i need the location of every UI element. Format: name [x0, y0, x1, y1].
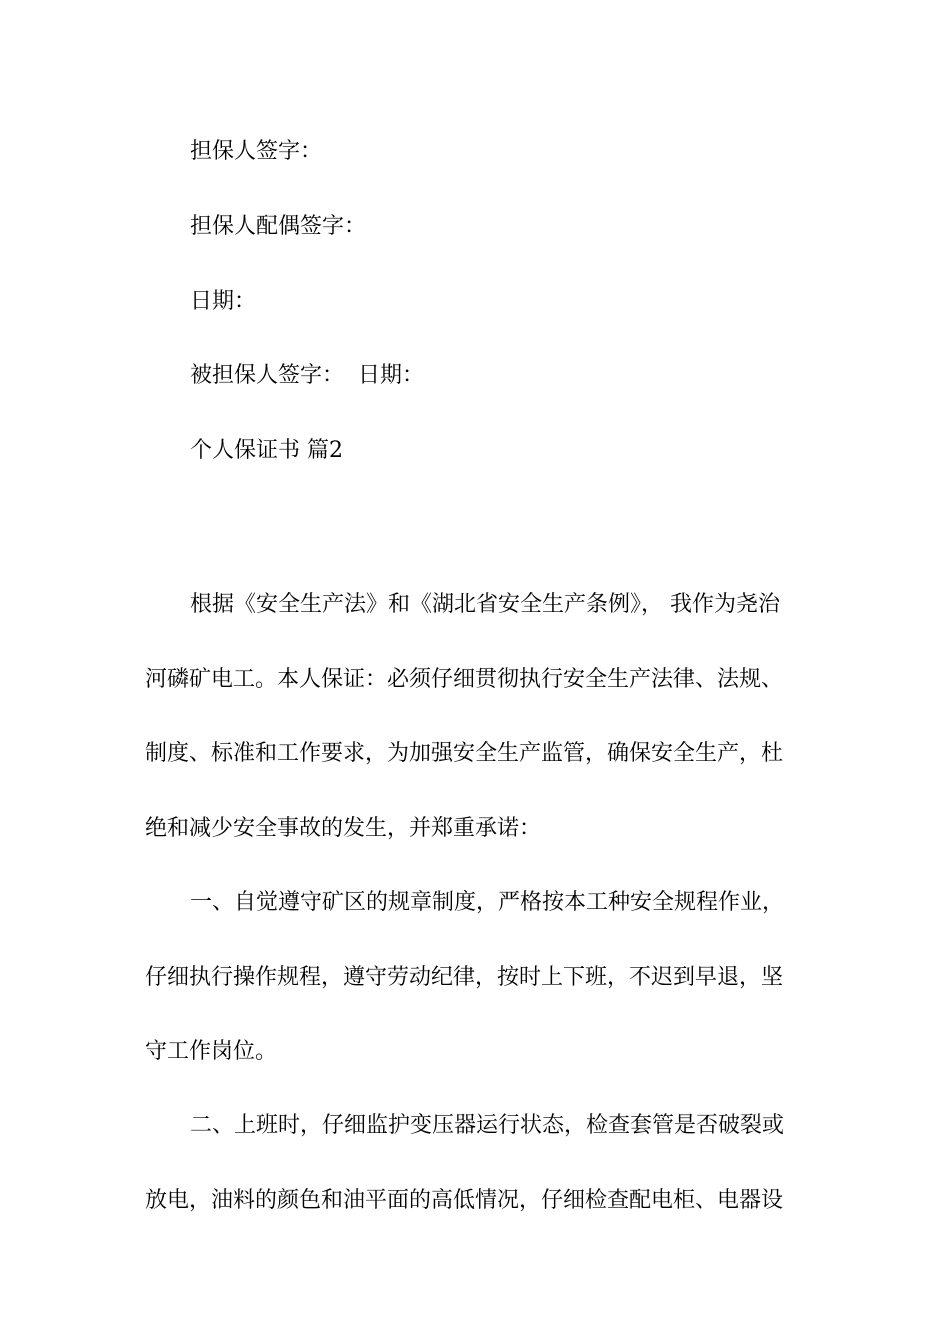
- guarantor-spouse-signature-label: 担保人配偶签字：: [190, 214, 367, 239]
- item1-line-2: 仔细执行操作规程，遵守劳动纪律，按时上下班，不迟到早退，坚: [145, 965, 784, 990]
- section-title: 个人保证书 篇2: [190, 438, 343, 463]
- guaranteed-signature-label: 被担保人签字：: [190, 363, 345, 388]
- intro-line-1: 根据《安全生产法》和《湖北省安全生产条例》， 我作为尧治: [190, 592, 780, 617]
- guaranteed-signature-row: [190, 361, 424, 391]
- intro-line-4: 绝和减少安全事故的发生，并郑重承诺：: [145, 816, 542, 841]
- item2-line-2: 放电，油料的颜色和油平面的高低情况，仔细检查配电柜、电器设: [145, 1188, 784, 1213]
- item2-line-1: 二、上班时，仔细监护变压器运行状态，检查套管是否破裂或: [190, 1113, 785, 1138]
- guarantor-signature-label: 担保人签字：: [190, 139, 323, 164]
- intro-line-2: 河磷矿电工。本人保证：必须仔细贯彻执行安全生产法律、法规、: [145, 667, 784, 692]
- date-label: 日期：: [190, 289, 257, 314]
- guaranteed-date-label: 日期：: [358, 363, 425, 388]
- item1-line-1: 一、自觉遵守矿区的规章制度，严格按本工种安全规程作业，: [190, 890, 785, 915]
- intro-line-3: 制度、标准和工作要求，为加强安全生产监管，确保安全生产，杜: [145, 741, 784, 766]
- item1-line-3: 守工作岗位。: [145, 1039, 278, 1064]
